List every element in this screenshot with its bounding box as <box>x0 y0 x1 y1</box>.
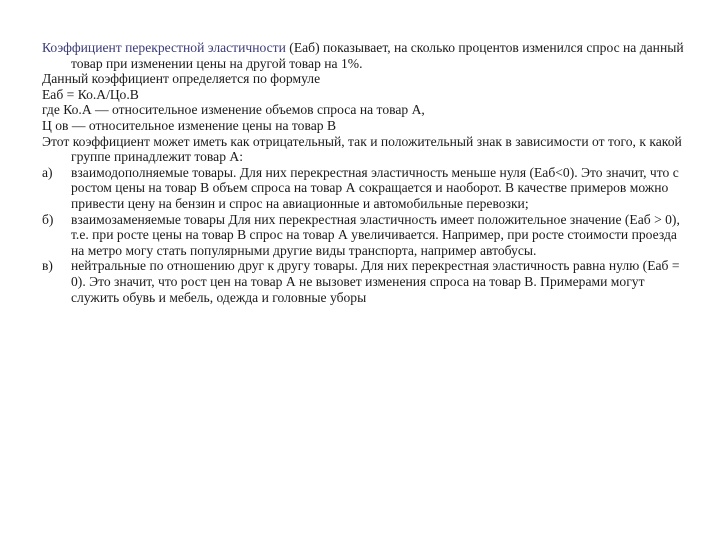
list-marker: б) <box>42 211 54 227</box>
list-item-c <box>42 258 684 305</box>
where-line: где Ко.А — относительное изменение объемов спроса на товар А, <box>42 102 425 118</box>
intro-paragraph <box>42 40 684 71</box>
list-item-text: взаимодополняемые товары. Для них перекрестная эластичность меньше нуля (Еаб<0). Это значит, что с ростом цены на товар В объем спроса на товар А сокращается и наоборот. В качестве примеров можно привести цену на бензин и спрос на авиационные и автомобильные перевозки; <box>71 164 679 211</box>
list-marker: а) <box>42 164 53 180</box>
intro-text: (Еаб) показывает, на сколько процентов изменился спрос на данный товар при изменении цены на другой товар на 1%. <box>71 40 684 71</box>
list-item-a <box>42 165 684 212</box>
list-marker: в) <box>42 258 53 274</box>
price-change-line: Ц ов — относительное изменение цены на товар В <box>42 117 337 133</box>
formula: Еаб = Ко.А/Цо.В <box>42 86 139 102</box>
term-highlight: Коэффициент перекрестной эластичности <box>42 40 286 55</box>
formula-intro: Данный коэффициент определяется по формуле <box>42 71 321 87</box>
slide-body <box>42 40 684 305</box>
list-item-text: взаимозаменяемые товары Для них перекрестная эластичность имеет положительное значение (Еаб > 0), т.е. при росте цены на товар В спрос на товар А увеличивается. Например, при росте стоимости проезда на метро могу стать популярными другие виды транспорта, например автобусы. <box>71 211 680 258</box>
list-item-b <box>42 212 684 259</box>
sign-note: Этот коэффициент может иметь как отрицательный, так и положительный знак в зависимости от того, к какой группе принадлежит товар А: <box>42 133 682 165</box>
list-item-text: нейтральные по отношению друг к другу товары. Для них перекрестная эластичность равна нулю (Еаб = 0). Это значит, что рост цен на товар А не вызовет изменения спроса на товар В. Примерами могут служить обувь и мебель, одежда и головные уборы <box>71 258 680 305</box>
